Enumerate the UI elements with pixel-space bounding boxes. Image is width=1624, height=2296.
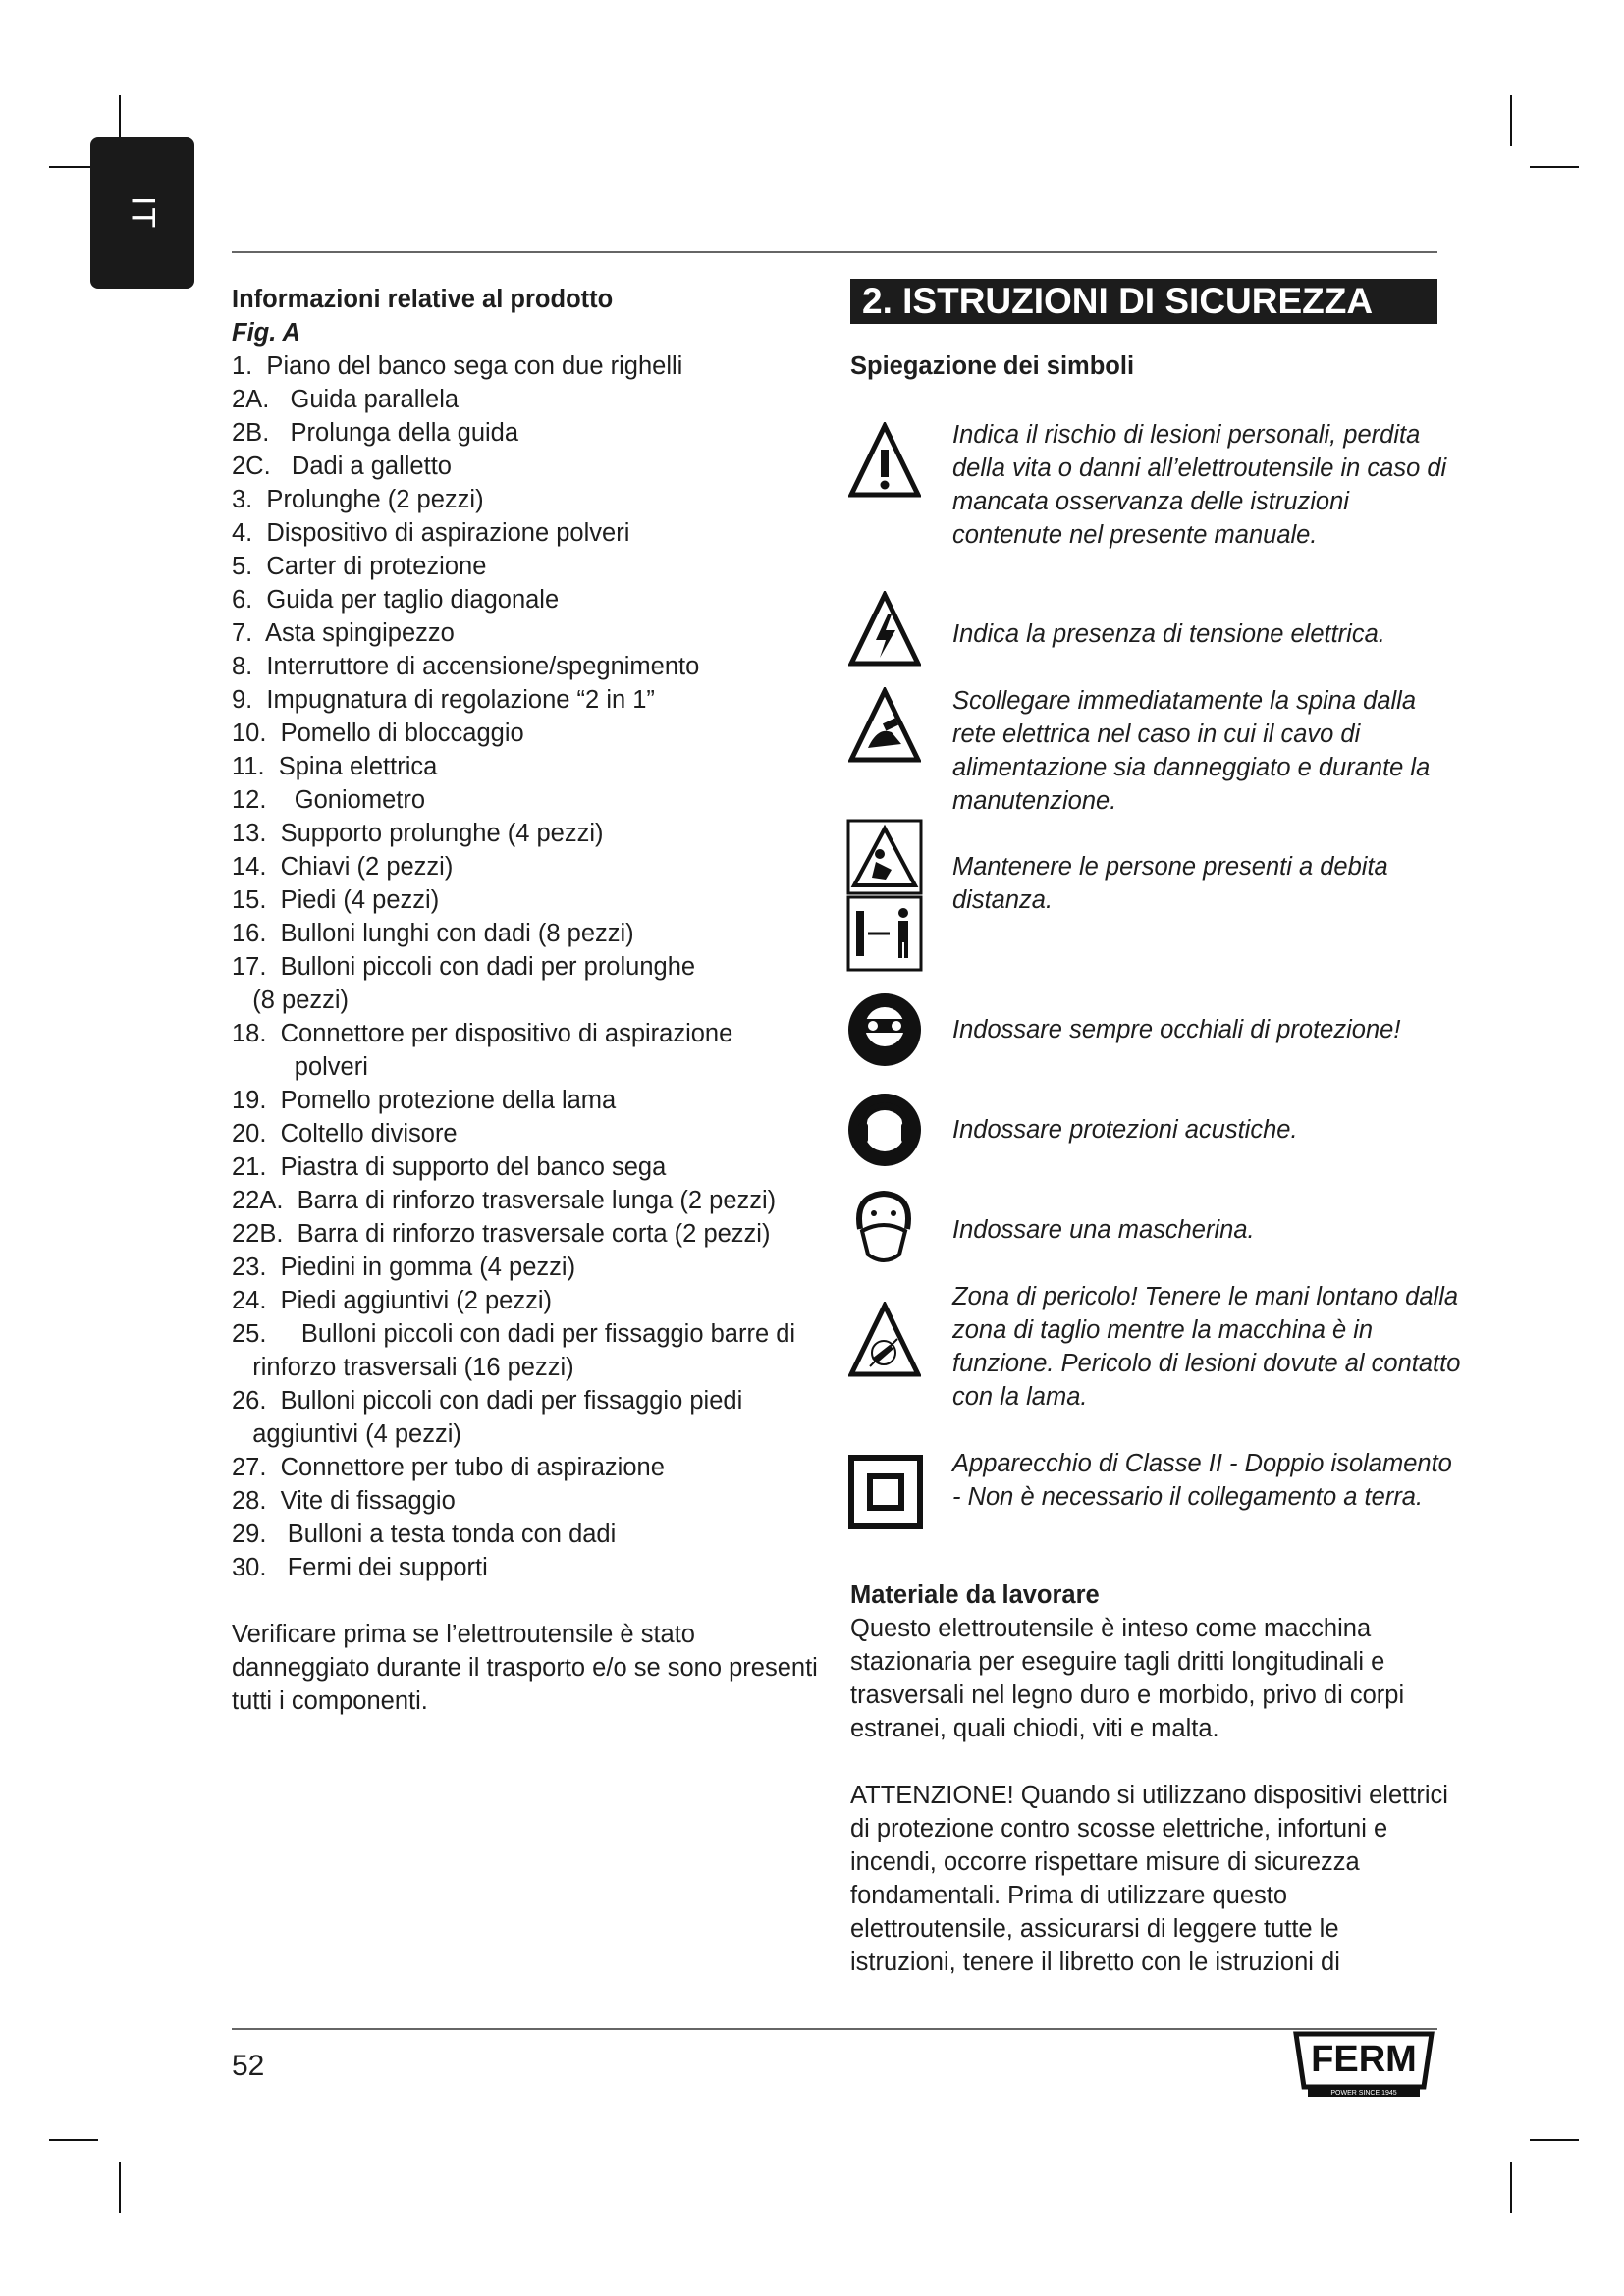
parts-list-item: 7. Asta spingipezzo [232,619,455,647]
parts-list-item: 21. Piastra di supporto del banco sega [232,1153,667,1181]
parts-list-item: 13. Supporto prolunghe (4 pezzi) [232,820,604,847]
parts-list-item: aggiuntivi (4 pezzi) [232,1420,461,1448]
parts-list-item: 22A. Barra di rinforzo trasversale lunga (2 pezzi) [232,1187,777,1214]
parts-list-item: 6. Guida per taglio diagonale [232,586,560,614]
electric-voltage-icon [848,591,921,669]
material-heading: Materiale da lavorare [850,1581,1100,1609]
parts-list-item: 11. Spina elettrica [232,753,438,780]
dust-mask-icon [850,1190,917,1268]
crop-mark [1510,2162,1512,2213]
symbol-text-glasses: Indossare sempre occhiali di protezione! [952,1016,1401,1043]
parts-list-item: 17. Bulloni piccoli con dadi per prolunghe [232,953,696,981]
parts-list-item: 28. Vite di fissaggio [232,1487,456,1515]
parts-list-item: 5. Carter di protezione [232,553,487,580]
parts-list-item: 12. Goniometro [232,786,426,814]
parts-list-item: 24. Piedi aggiuntivi (2 pezzi) [232,1287,553,1314]
symbol-text-electric: Indica la presenza di tensione elettrica. [952,620,1385,648]
attention-text: ATTENZIONE! Quando si utilizzano dispositivi elettrici di protezione contro scosse elettriche, infortuni e incendi, occorre rispettare misure di sicurezza fondamentali. Prima di utilizzare questo elettroutensile, assicurarsi di leggere tutte le istruzioni, tenere il libretto con le istruzioni di [850,1782,1448,1976]
parts-list-item: 8. Interruttore di accensione/spegnimento [232,653,700,680]
section-title: 2. ISTRUZIONI DI SICUREZZA [850,279,1437,324]
parts-list-item: 9. Impugnatura di regolazione “2 in 1” [232,686,655,714]
parts-list-item: 4. Dispositivo di aspirazione polveri [232,519,630,547]
parts-list-item: 10. Pomello di bloccaggio [232,720,524,747]
parts-list-item: 19. Pomello protezione della lama [232,1087,617,1114]
unplug-warning-icon [848,687,921,766]
ear-protection-icon [846,1092,923,1168]
symbol-text-mask: Indossare una mascherina. [952,1216,1255,1244]
crop-mark [119,2162,121,2213]
parts-list-item: (8 pezzi) [232,987,350,1014]
parts-list-item: 2A. Guida parallela [232,386,460,413]
parts-list-item: 20. Coltello divisore [232,1120,458,1148]
parts-list-item: 23. Piedini in gomma (4 pezzi) [232,1254,576,1281]
language-code: IT [124,195,162,231]
product-info-column [232,283,821,1718]
parts-list-item: 1. Piano del banco sega con due righelli [232,352,683,380]
parts-list-item: rinforzo trasversali (16 pezzi) [232,1354,574,1381]
symbols-heading [850,349,1449,383]
parts-list-item: 2B. Prolunga della guida [232,419,519,447]
parts-list-item: polveri [232,1053,368,1081]
parts-list-item: 25. Bulloni piccoli con dadi per fissaggio barre di [232,1320,796,1348]
check-components-paragraph: Verificare prima se l’elettroutensile è stato danneggiato durante il trasporto e/o se sono presenti tutti i componenti. [232,1621,818,1715]
symbol-text-blade: Zona di pericolo! Tenere le mani lontano dalla zona di taglio mentre la macchina è in funzione. Pericolo di lesioni dovute al contatto con la lama. [952,1283,1461,1411]
symbol-text-warning: Indica il rischio di lesioni personali, perdita della vita o danni all’elettroutensile in caso di mancata osservanza delle istruzioni contenute nel presente manuale. [952,421,1447,549]
warning-exclamation-icon [848,422,921,501]
symbol-text-class-ii: Apparecchio di Classe II - Doppio isolamento - Non è necessario il collegamento a terra. [952,1450,1452,1511]
crop-mark [49,2139,98,2141]
parts-list-item: 2C. Dadi a galletto [232,453,452,480]
material-text: Questo elettroutensile è inteso come macchina stazionaria per eseguire tagli dritti longitudinali e trasversali nel legno duro e morbido, privo di corpi estranei, quali chiodi, viti e malta. [850,1615,1405,1742]
footer-rule [232,2028,1437,2030]
parts-list-item: 3. Prolunghe (2 pezzi) [232,486,484,513]
material-section [850,1578,1449,1979]
safety-glasses-icon [846,991,923,1068]
parts-list-item: 22B. Barra di rinforzo trasversale corta (2 pezzi) [232,1220,771,1248]
parts-list-item: 14. Chiavi (2 pezzi) [232,853,454,881]
symbol-text-unplug: Scollegare immediatamente la spina dalla rete elettrica nel caso in cui il cavo di alimentazione sia danneggiato e durante la manutenzione. [952,687,1431,815]
language-tab [90,137,194,289]
ferm-logo [1290,2030,1437,2099]
hand-blade-danger-icon [848,1302,921,1380]
figure-label: Fig. A [232,319,300,347]
parts-list [232,349,821,1584]
symbol-text-distance: Mantenere le persone presenti a debita distanza. [952,853,1388,914]
symbols-heading-text: Spiegazione dei simboli [850,352,1135,380]
page-number: 52 [232,2050,265,2082]
class-ii-double-insulation-icon [848,1455,923,1529]
parts-list-item: 27. Connettore per tubo di aspirazione [232,1454,665,1481]
keep-distance-icon [846,819,923,972]
symbol-text-ear: Indossare protezioni acustiche. [952,1116,1298,1144]
crop-mark [1530,166,1579,168]
logo-tagline: POWER SINCE 1945 [1330,2090,1397,2097]
logo-name: FERM [1311,2039,1417,2080]
parts-list-item: 26. Bulloni piccoli con dadi per fissaggio piedi [232,1387,743,1415]
product-info-heading: Informazioni relative al prodotto [232,286,614,313]
parts-list-item: 18. Connettore per dispositivo di aspirazione [232,1020,733,1047]
parts-list-item: 30. Fermi dei supporti [232,1554,488,1581]
header-rule [232,251,1437,253]
parts-list-item: 16. Bulloni lunghi con dadi (8 pezzi) [232,920,634,947]
crop-mark [1510,95,1512,146]
parts-list-item: 29. Bulloni a testa tonda con dadi [232,1521,617,1548]
crop-mark [1530,2139,1579,2141]
parts-list-item: 15. Piedi (4 pezzi) [232,886,440,914]
